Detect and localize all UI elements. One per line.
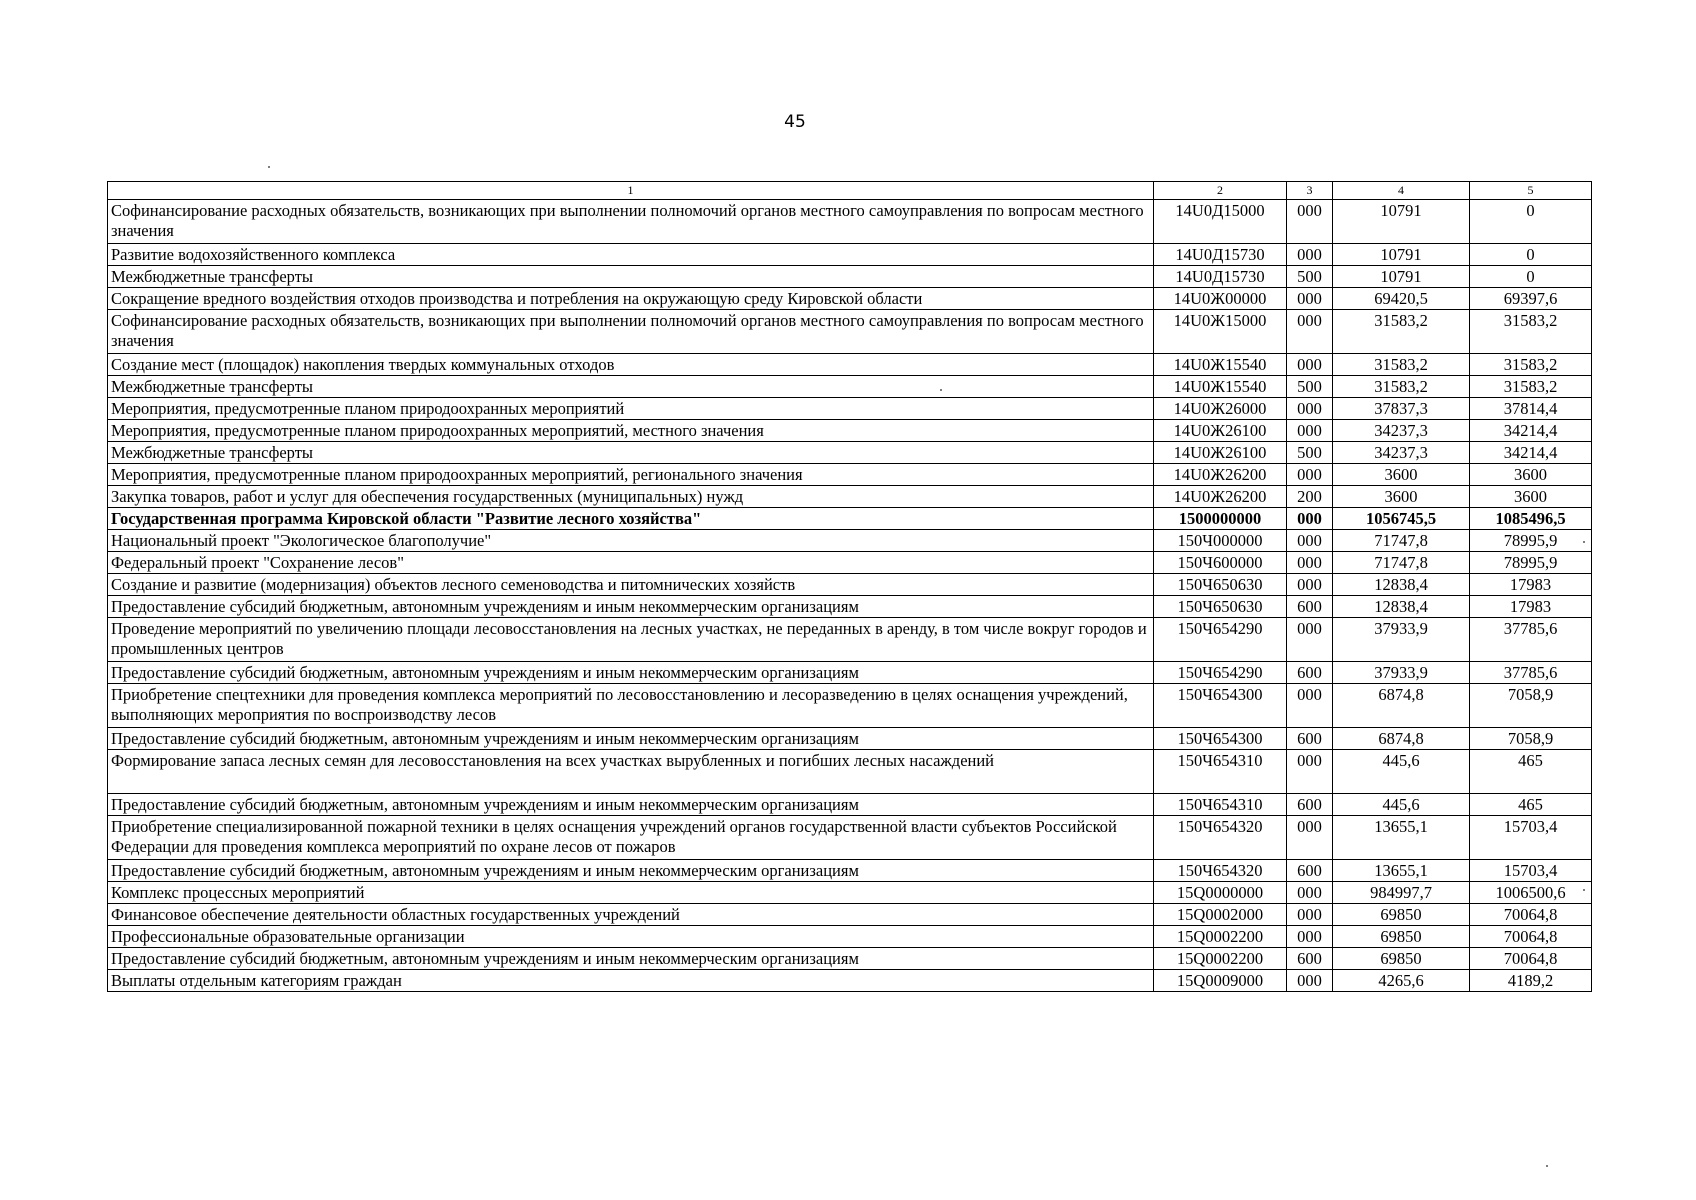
scan-speck bbox=[268, 166, 270, 168]
row-name-cell: Софинансирование расходных обязательств, возникающих при выполнении полномочий органов местного самоуправления по вопросам местного значения bbox=[108, 310, 1154, 354]
row-name-cell: Межбюджетные трансферты bbox=[108, 266, 1154, 288]
table-row bbox=[108, 420, 1592, 442]
row-name-cell: Приобретение специализированной пожарной техники в целях оснащения учреждений органов государственной власти субъектов Российской Федерации для проведения комплекса мероприятий по охране лесов от пожаров bbox=[108, 816, 1154, 860]
row-name-cell: Мероприятия, предусмотренные планом природоохранных мероприятий, регионального значения bbox=[108, 464, 1154, 486]
table-row bbox=[108, 860, 1592, 882]
column-header: 2 bbox=[1154, 182, 1287, 200]
table-row bbox=[108, 948, 1592, 970]
row-code-cell: 14U0Ж00000 bbox=[1154, 288, 1287, 310]
row-code-cell: 150Ч654290 bbox=[1154, 618, 1287, 662]
row-name-cell: Национальный проект "Экологическое благополучие" bbox=[108, 530, 1154, 552]
table-row bbox=[108, 882, 1592, 904]
table-row bbox=[108, 376, 1592, 398]
column-header: 1 bbox=[108, 182, 1154, 200]
row-value-4-cell: 984997,7 bbox=[1333, 882, 1470, 904]
row-code-cell: 14U0Д15000 bbox=[1154, 200, 1287, 244]
row-kvr-cell: 500 bbox=[1287, 266, 1333, 288]
row-code-cell: 150Ч650630 bbox=[1154, 574, 1287, 596]
row-value-4-cell: 69850 bbox=[1333, 926, 1470, 948]
table-row bbox=[108, 904, 1592, 926]
row-value-4-cell: 10791 bbox=[1333, 244, 1470, 266]
column-header: 5 bbox=[1470, 182, 1592, 200]
row-name-cell: Федеральный проект "Сохранение лесов" bbox=[108, 552, 1154, 574]
row-kvr-cell: 000 bbox=[1287, 530, 1333, 552]
table-row bbox=[108, 354, 1592, 376]
table-row bbox=[108, 970, 1592, 992]
row-name-cell: Профессиональные образовательные организации bbox=[108, 926, 1154, 948]
row-name-cell: Софинансирование расходных обязательств, возникающих при выполнении полномочий органов местного самоуправления по вопросам местного значения bbox=[108, 200, 1154, 244]
row-kvr-cell: 000 bbox=[1287, 882, 1333, 904]
row-value-5-cell: 7058,9 bbox=[1470, 684, 1592, 728]
row-code-cell: 1500000000 bbox=[1154, 508, 1287, 530]
row-value-4-cell: 10791 bbox=[1333, 266, 1470, 288]
row-value-4-cell: 37837,3 bbox=[1333, 398, 1470, 420]
row-value-5-cell: 34214,4 bbox=[1470, 420, 1592, 442]
row-value-4-cell: 445,6 bbox=[1333, 794, 1470, 816]
table-row bbox=[108, 288, 1592, 310]
row-kvr-cell: 600 bbox=[1287, 596, 1333, 618]
table-row bbox=[108, 552, 1592, 574]
row-value-4-cell: 12838,4 bbox=[1333, 574, 1470, 596]
row-value-4-cell: 69420,5 bbox=[1333, 288, 1470, 310]
row-code-cell: 15Q0002200 bbox=[1154, 926, 1287, 948]
row-value-5-cell: 37785,6 bbox=[1470, 618, 1592, 662]
table-row bbox=[108, 486, 1592, 508]
row-kvr-cell: 000 bbox=[1287, 354, 1333, 376]
row-value-5-cell: 7058,9 bbox=[1470, 728, 1592, 750]
row-kvr-cell: 000 bbox=[1287, 684, 1333, 728]
row-value-5-cell: 17983 bbox=[1470, 596, 1592, 618]
row-value-4-cell: 3600 bbox=[1333, 464, 1470, 486]
row-name-cell: Предоставление субсидий бюджетным, автономным учреждениям и иным некоммерческим организациям bbox=[108, 596, 1154, 618]
row-code-cell: 150Ч654320 bbox=[1154, 816, 1287, 860]
table-row bbox=[108, 574, 1592, 596]
table-row bbox=[108, 794, 1592, 816]
row-kvr-cell: 600 bbox=[1287, 794, 1333, 816]
row-value-4-cell: 31583,2 bbox=[1333, 376, 1470, 398]
row-kvr-cell: 000 bbox=[1287, 816, 1333, 860]
row-code-cell: 150Ч654320 bbox=[1154, 860, 1287, 882]
table-row bbox=[108, 464, 1592, 486]
row-kvr-cell: 000 bbox=[1287, 970, 1333, 992]
row-name-cell: Предоставление субсидий бюджетным, автономным учреждениям и иным некоммерческим организациям bbox=[108, 794, 1154, 816]
row-value-4-cell: 31583,2 bbox=[1333, 310, 1470, 354]
row-value-5-cell: 1006500,6 bbox=[1470, 882, 1592, 904]
row-value-4-cell: 13655,1 bbox=[1333, 860, 1470, 882]
row-code-cell: 150Ч000000 bbox=[1154, 530, 1287, 552]
row-code-cell: 14U0Ж26200 bbox=[1154, 486, 1287, 508]
row-kvr-cell: 000 bbox=[1287, 552, 1333, 574]
row-value-5-cell: 70064,8 bbox=[1470, 926, 1592, 948]
row-value-5-cell: 31583,2 bbox=[1470, 354, 1592, 376]
row-value-4-cell: 34237,3 bbox=[1333, 420, 1470, 442]
row-kvr-cell: 000 bbox=[1287, 750, 1333, 794]
row-value-5-cell: 0 bbox=[1470, 266, 1592, 288]
row-kvr-cell: 000 bbox=[1287, 574, 1333, 596]
row-kvr-cell: 600 bbox=[1287, 662, 1333, 684]
row-name-cell: Мероприятия, предусмотренные планом природоохранных мероприятий bbox=[108, 398, 1154, 420]
table-row bbox=[108, 662, 1592, 684]
row-name-cell: Выплаты отдельным категориям граждан bbox=[108, 970, 1154, 992]
row-code-cell: 150Ч654310 bbox=[1154, 750, 1287, 794]
row-code-cell: 14U0Ж15540 bbox=[1154, 376, 1287, 398]
table-row bbox=[108, 244, 1592, 266]
row-kvr-cell: 000 bbox=[1287, 200, 1333, 244]
scan-speck bbox=[940, 389, 942, 391]
row-name-cell: Предоставление субсидий бюджетным, автономным учреждениям и иным некоммерческим организациям bbox=[108, 662, 1154, 684]
row-value-5-cell: 0 bbox=[1470, 244, 1592, 266]
row-code-cell: 150Ч654300 bbox=[1154, 684, 1287, 728]
row-value-5-cell: 4189,2 bbox=[1470, 970, 1592, 992]
row-value-4-cell: 37933,9 bbox=[1333, 662, 1470, 684]
row-value-4-cell: 71747,8 bbox=[1333, 552, 1470, 574]
row-code-cell: 14U0Ж26100 bbox=[1154, 442, 1287, 464]
row-value-5-cell: 0 bbox=[1470, 200, 1592, 244]
row-name-cell: Приобретение спецтехники для проведения комплекса мероприятий по лесовосстановлению и лесоразведению в целях оснащения учреждений, выполняющих мероприятия по воспроизводству лесов bbox=[108, 684, 1154, 728]
scan-speck bbox=[1583, 541, 1585, 543]
table-row bbox=[108, 200, 1592, 244]
row-name-cell: Проведение мероприятий по увеличению площади лесовосстановления на лесных участках, не переданных в аренду, в том числе вокруг городов и промышленных центров bbox=[108, 618, 1154, 662]
row-value-4-cell: 6874,8 bbox=[1333, 728, 1470, 750]
row-value-4-cell: 13655,1 bbox=[1333, 816, 1470, 860]
row-value-5-cell: 465 bbox=[1470, 794, 1592, 816]
scan-speck bbox=[1546, 1165, 1548, 1167]
row-code-cell: 15Q0002200 bbox=[1154, 948, 1287, 970]
row-name-cell: Мероприятия, предусмотренные планом природоохранных мероприятий, местного значения bbox=[108, 420, 1154, 442]
row-kvr-cell: 000 bbox=[1287, 618, 1333, 662]
table-row bbox=[108, 728, 1592, 750]
row-code-cell: 15Q0002000 bbox=[1154, 904, 1287, 926]
row-value-4-cell: 1056745,5 bbox=[1333, 508, 1470, 530]
row-name-cell: Создание и развитие (модернизация) объектов лесного семеноводства и питомнических хозяйств bbox=[108, 574, 1154, 596]
row-value-5-cell: 465 bbox=[1470, 750, 1592, 794]
table-row bbox=[108, 596, 1592, 618]
row-value-5-cell: 1085496,5 bbox=[1470, 508, 1592, 530]
row-name-cell: Сокращение вредного воздействия отходов производства и потребления на окружающую среду Кировской области bbox=[108, 288, 1154, 310]
row-code-cell: 14U0Д15730 bbox=[1154, 244, 1287, 266]
row-code-cell: 150Ч654310 bbox=[1154, 794, 1287, 816]
row-value-4-cell: 6874,8 bbox=[1333, 684, 1470, 728]
row-value-5-cell: 78995,9 bbox=[1470, 552, 1592, 574]
row-name-cell: Развитие водохозяйственного комплекса bbox=[108, 244, 1154, 266]
row-kvr-cell: 500 bbox=[1287, 376, 1333, 398]
row-value-5-cell: 31583,2 bbox=[1470, 376, 1592, 398]
row-kvr-cell: 200 bbox=[1287, 486, 1333, 508]
row-value-4-cell: 71747,8 bbox=[1333, 530, 1470, 552]
row-code-cell: 150Ч650630 bbox=[1154, 596, 1287, 618]
row-value-5-cell: 15703,4 bbox=[1470, 860, 1592, 882]
row-code-cell: 150Ч600000 bbox=[1154, 552, 1287, 574]
row-name-cell: Формирование запаса лесных семян для лесовосстановления на всех участках вырубленных и погибших лесных насаждений bbox=[108, 750, 1154, 794]
column-header: 4 bbox=[1333, 182, 1470, 200]
table-row bbox=[108, 618, 1592, 662]
table-row bbox=[108, 750, 1592, 794]
row-value-5-cell: 3600 bbox=[1470, 464, 1592, 486]
table-row bbox=[108, 530, 1592, 552]
column-header: 3 bbox=[1287, 182, 1333, 200]
row-value-4-cell: 10791 bbox=[1333, 200, 1470, 244]
row-value-4-cell: 34237,3 bbox=[1333, 442, 1470, 464]
row-name-cell: Комплекс процессных мероприятий bbox=[108, 882, 1154, 904]
row-code-cell: 14U0Ж15000 bbox=[1154, 310, 1287, 354]
row-kvr-cell: 600 bbox=[1287, 728, 1333, 750]
row-name-cell: Создание мест (площадок) накопления твердых коммунальных отходов bbox=[108, 354, 1154, 376]
row-kvr-cell: 000 bbox=[1287, 926, 1333, 948]
row-name-cell: Предоставление субсидий бюджетным, автономным учреждениям и иным некоммерческим организациям bbox=[108, 860, 1154, 882]
row-code-cell: 14U0Ж26100 bbox=[1154, 420, 1287, 442]
table-row bbox=[108, 310, 1592, 354]
row-kvr-cell: 000 bbox=[1287, 904, 1333, 926]
row-value-5-cell: 3600 bbox=[1470, 486, 1592, 508]
page-number: 45 bbox=[784, 112, 806, 132]
row-value-5-cell: 37785,6 bbox=[1470, 662, 1592, 684]
row-name-cell: Предоставление субсидий бюджетным, автономным учреждениям и иным некоммерческим организациям bbox=[108, 728, 1154, 750]
table-row bbox=[108, 926, 1592, 948]
row-value-5-cell: 17983 bbox=[1470, 574, 1592, 596]
row-kvr-cell: 000 bbox=[1287, 244, 1333, 266]
row-kvr-cell: 000 bbox=[1287, 464, 1333, 486]
row-name-cell: Закупка товаров, работ и услуг для обеспечения государственных (муниципальных) нужд bbox=[108, 486, 1154, 508]
table-row bbox=[108, 684, 1592, 728]
budget-table bbox=[107, 181, 1592, 992]
row-value-4-cell: 4265,6 bbox=[1333, 970, 1470, 992]
row-name-cell: Предоставление субсидий бюджетным, автономным учреждениям и иным некоммерческим организациям bbox=[108, 948, 1154, 970]
row-code-cell: 14U0Д15730 bbox=[1154, 266, 1287, 288]
row-value-5-cell: 70064,8 bbox=[1470, 904, 1592, 926]
row-value-4-cell: 69850 bbox=[1333, 948, 1470, 970]
row-value-5-cell: 78995,9 bbox=[1470, 530, 1592, 552]
table-row bbox=[108, 816, 1592, 860]
row-value-5-cell: 37814,4 bbox=[1470, 398, 1592, 420]
row-name-cell: Финансовое обеспечение деятельности областных государственных учреждений bbox=[108, 904, 1154, 926]
row-kvr-cell: 000 bbox=[1287, 288, 1333, 310]
row-kvr-cell: 600 bbox=[1287, 860, 1333, 882]
table-row bbox=[108, 266, 1592, 288]
row-value-5-cell: 69397,6 bbox=[1470, 288, 1592, 310]
row-code-cell: 15Q0009000 bbox=[1154, 970, 1287, 992]
table-row bbox=[108, 508, 1592, 530]
row-value-4-cell: 12838,4 bbox=[1333, 596, 1470, 618]
row-kvr-cell: 000 bbox=[1287, 508, 1333, 530]
row-value-4-cell: 37933,9 bbox=[1333, 618, 1470, 662]
row-name-cell: Межбюджетные трансферты bbox=[108, 376, 1154, 398]
row-value-4-cell: 69850 bbox=[1333, 904, 1470, 926]
table-row bbox=[108, 442, 1592, 464]
scan-speck bbox=[1583, 889, 1585, 891]
row-code-cell: 150Ч654290 bbox=[1154, 662, 1287, 684]
row-kvr-cell: 000 bbox=[1287, 398, 1333, 420]
row-kvr-cell: 000 bbox=[1287, 310, 1333, 354]
row-kvr-cell: 600 bbox=[1287, 948, 1333, 970]
row-code-cell: 14U0Ж26000 bbox=[1154, 398, 1287, 420]
table-body bbox=[108, 200, 1592, 992]
row-code-cell: 14U0Ж26200 bbox=[1154, 464, 1287, 486]
table-row bbox=[108, 398, 1592, 420]
row-value-4-cell: 445,6 bbox=[1333, 750, 1470, 794]
row-name-cell: Государственная программа Кировской области "Развитие лесного хозяйства" bbox=[108, 508, 1154, 530]
row-value-5-cell: 15703,4 bbox=[1470, 816, 1592, 860]
row-code-cell: 150Ч654300 bbox=[1154, 728, 1287, 750]
header-row bbox=[108, 182, 1592, 200]
row-code-cell: 15Q0000000 bbox=[1154, 882, 1287, 904]
row-value-5-cell: 31583,2 bbox=[1470, 310, 1592, 354]
row-kvr-cell: 500 bbox=[1287, 442, 1333, 464]
row-value-5-cell: 70064,8 bbox=[1470, 948, 1592, 970]
row-value-4-cell: 3600 bbox=[1333, 486, 1470, 508]
row-kvr-cell: 000 bbox=[1287, 420, 1333, 442]
row-value-5-cell: 34214,4 bbox=[1470, 442, 1592, 464]
row-name-cell: Межбюджетные трансферты bbox=[108, 442, 1154, 464]
row-code-cell: 14U0Ж15540 bbox=[1154, 354, 1287, 376]
row-value-4-cell: 31583,2 bbox=[1333, 354, 1470, 376]
